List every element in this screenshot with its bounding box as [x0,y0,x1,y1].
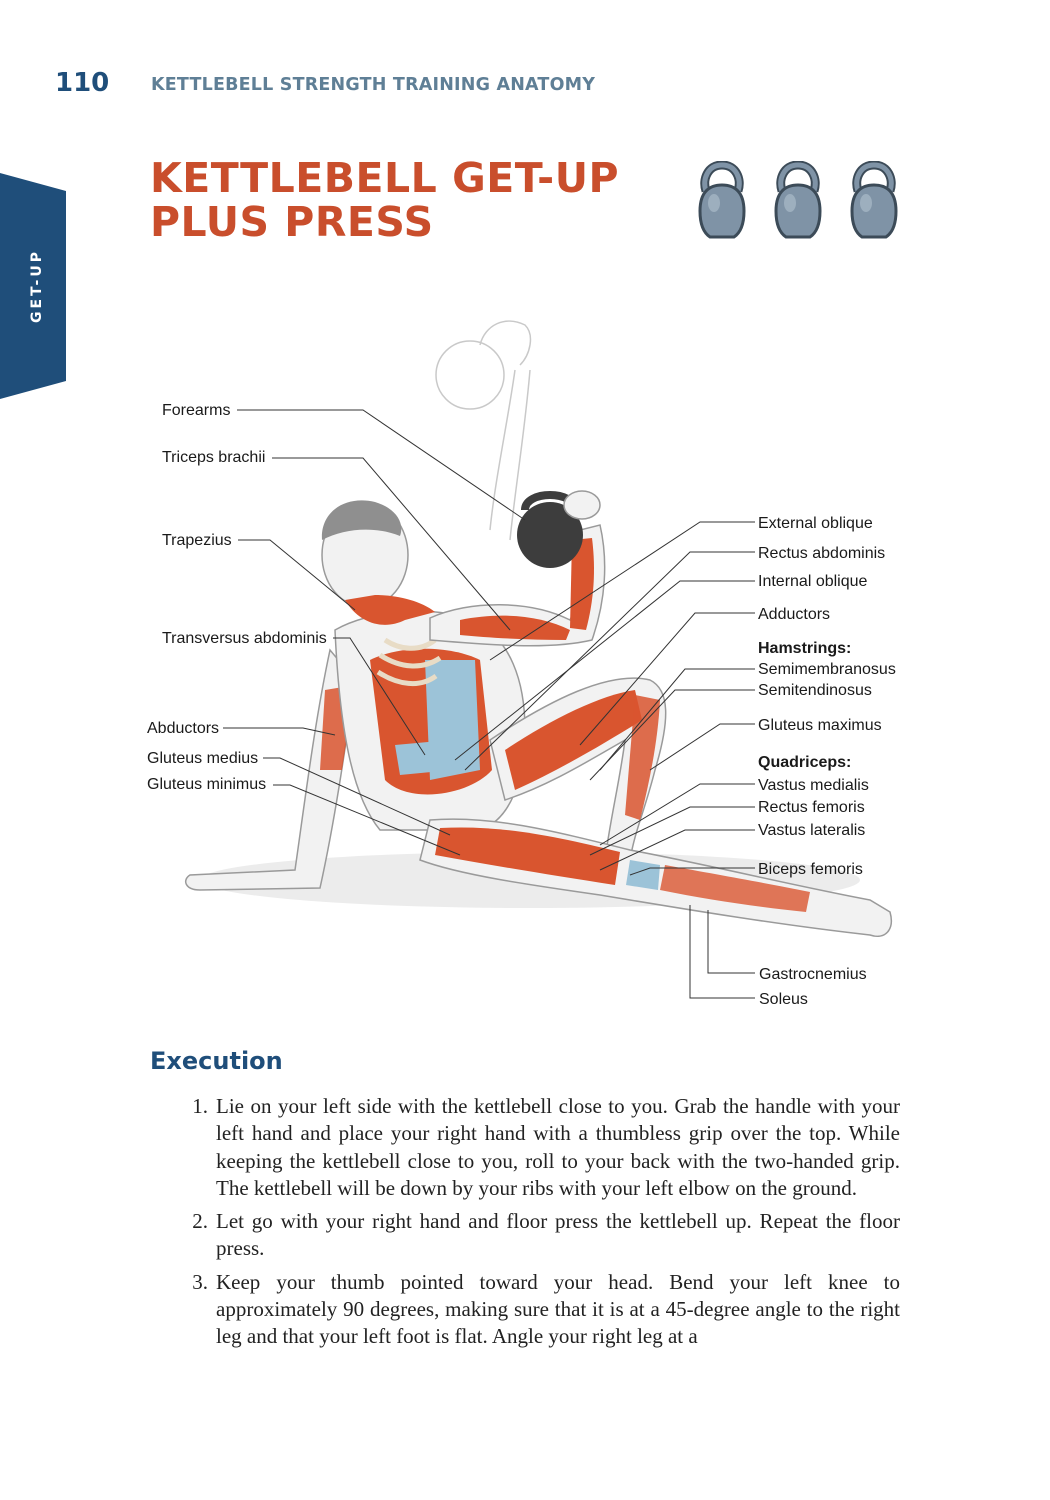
label-vastus-medialis: Vastus medialis [758,777,869,794]
label-biceps-femoris: Biceps femoris [758,861,863,878]
label-quadriceps-heading: Quadriceps: [758,754,852,771]
label-gastrocnemius: Gastrocnemius [759,966,867,983]
title-line-1: KETTLEBELL GET-UP [150,154,620,202]
execution-steps [150,1093,900,1357]
running-head: KETTLEBELL STRENGTH TRAINING ANATOMY [151,75,596,95]
difficulty-rating [694,161,904,241]
kettlebell-icon [770,161,826,241]
page-number: 110 [55,68,110,98]
kettlebell-icon [846,161,902,241]
label-semimembranosus: Semimembranosus [758,661,896,678]
label-gluteus-maximus: Gluteus maximus [758,717,882,734]
kettlebell-icon [694,161,750,241]
step-number: 1. [192,1094,208,1118]
section-tab-label: GET-UP [29,249,45,323]
step-text: Lie on your left side with the kettlebell close to you. Grab the handle with your left hand and place your right hand with a thumbless grip over the top. While keeping the kettlebell close to you, roll to your back with the two-handed grip. The kettlebell will be down by your ribs with your left elbow on the ground. [216,1094,900,1200]
label-forearms: Forearms [162,402,231,419]
execution-step [150,1093,900,1202]
step-number: 2. [192,1209,208,1234]
ghost-arm-outline [436,321,530,540]
label-triceps-brachii: Triceps brachii [162,449,266,466]
label-abductors: Abductors [147,720,220,737]
label-trapezius: Trapezius [162,532,232,549]
label-hamstrings-heading: Hamstrings: [758,640,852,657]
step-text: Keep your thumb pointed toward your head. Bend your left knee to approximately 90 degrees, making sure that it is at a 45-degree angle to the right leg and that your left foot is flat. Angle your right leg at a [216,1269,900,1349]
label-soleus: Soleus [759,991,808,1008]
execution-step [150,1208,900,1263]
label-vastus-lateralis: Vastus lateralis [758,822,866,839]
head [322,500,408,607]
transversus-region [395,740,452,775]
label-rectus-femoris: Rectus femoris [758,799,865,816]
step-number: 3. [192,1269,208,1294]
label-rectus-abdominis: Rectus abdominis [758,545,886,562]
title-line-2: PLUS PRESS [150,198,434,246]
exercise-title [150,156,619,244]
label-adductors: Adductors [758,606,831,623]
step-text: Let go with your right hand and floor press the kettlebell up. Repeat the floor press. [216,1209,900,1261]
execution-step [150,1269,900,1351]
label-transversus-abdominis: Transversus abdominis [162,630,327,647]
label-semitendinosus: Semitendinosus [758,682,872,699]
label-internal-oblique: Internal oblique [758,573,868,590]
label-gluteus-minimus: Gluteus minimus [147,776,267,793]
label-external-oblique: External oblique [758,515,873,532]
execution-heading: Execution [150,1047,283,1075]
label-gluteus-medius: Gluteus medius [147,750,259,767]
